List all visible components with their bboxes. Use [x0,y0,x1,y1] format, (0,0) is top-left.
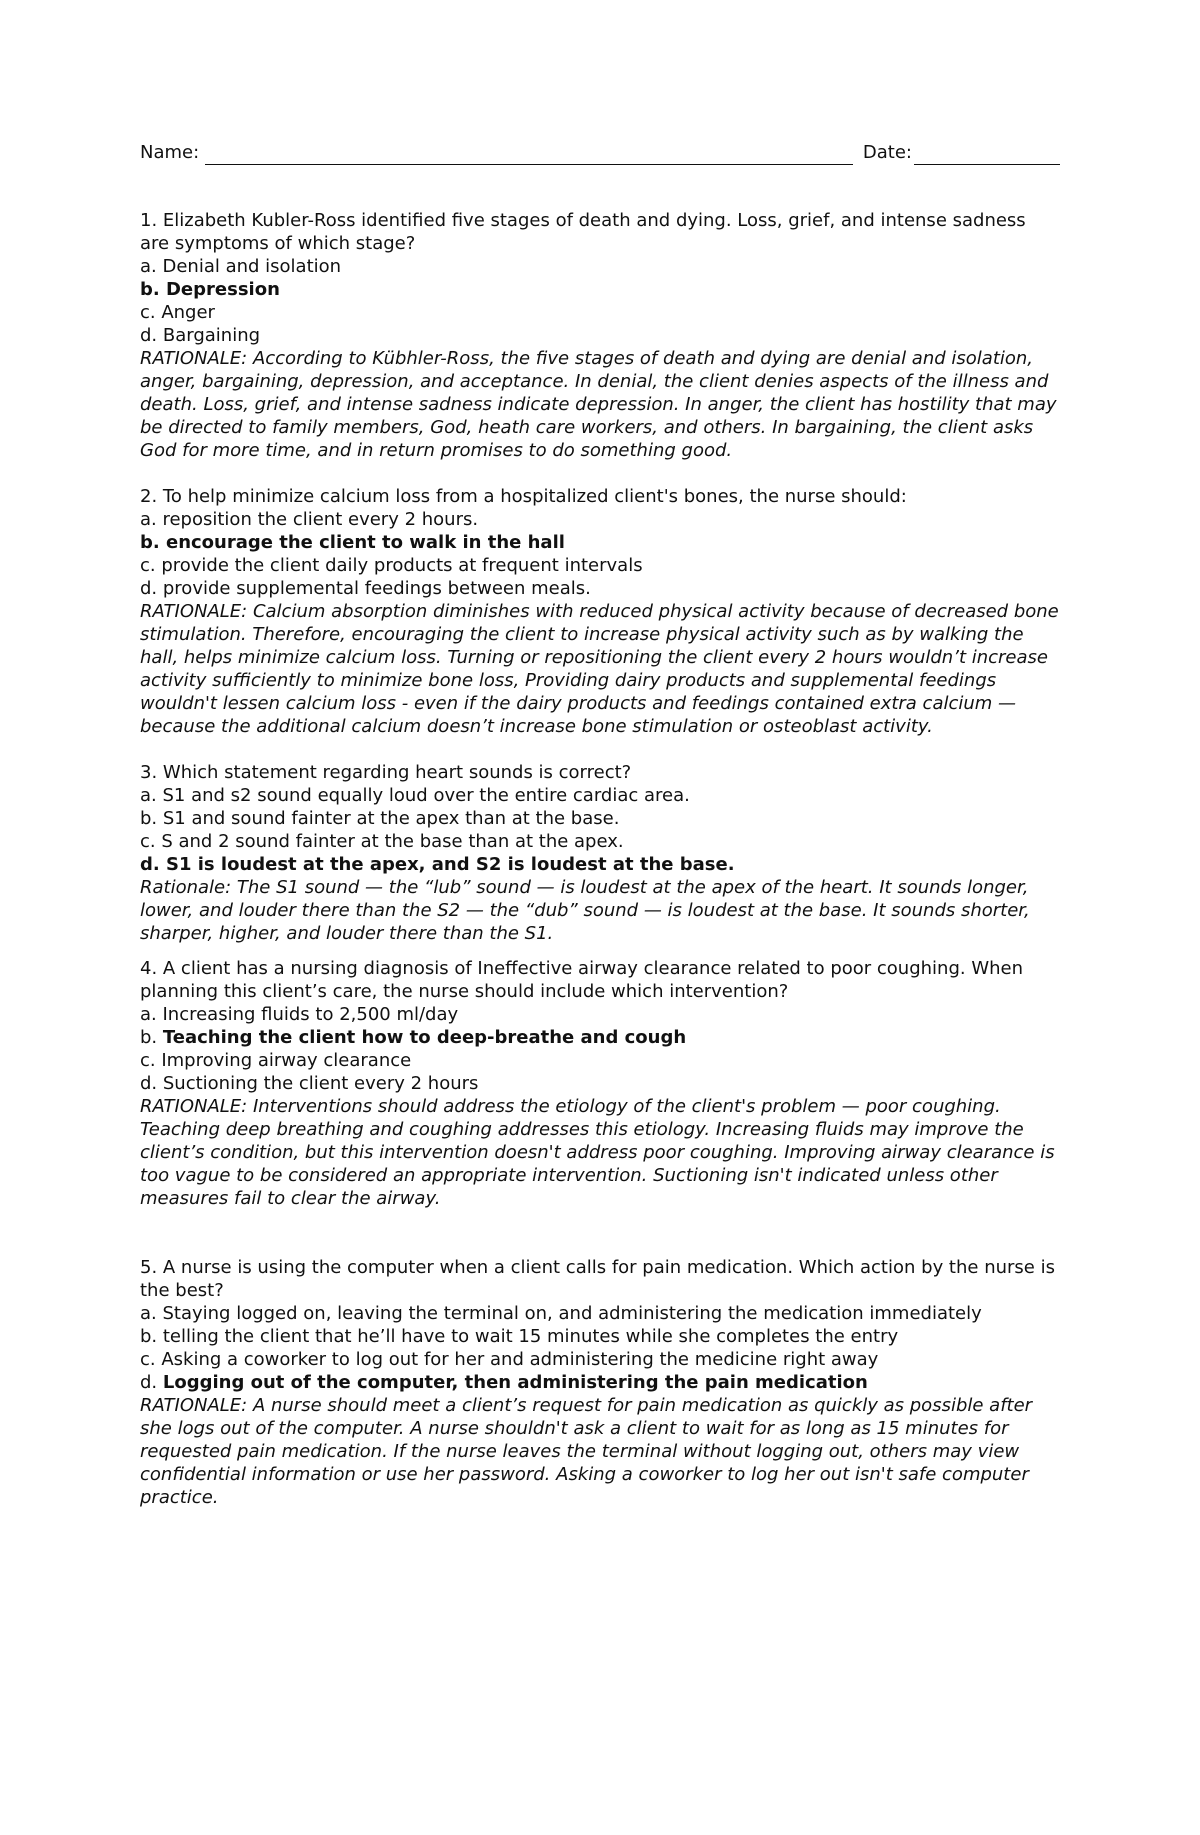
option-d: d. Suctioning the client every 2 hours [140,1073,479,1094]
question-stem: 2. To help minimize calcium loss from a hospitalized client's bones, the nurse should: [140,486,907,507]
spacer [140,1210,1060,1256]
question-5 [140,1256,1060,1509]
option-d-correct [140,1371,1060,1394]
option-b-correct: b. Depression [140,279,280,300]
option-c: c. Improving airway clearance [140,1050,412,1071]
option-c: c. Anger [140,302,215,323]
option-d-correct: d. S1 is loudest at the apex, and S2 is loudest at the base. [140,854,735,875]
option-d: d. provide supplemental feedings between meals. [140,578,591,599]
option-d: d. Bargaining [140,325,261,346]
option-b: b. telling the client that he’ll have to wait 15 minutes while she completes the entry [140,1326,899,1347]
question-4 [140,957,1060,1210]
option-a: a. Denial and isolation [140,256,342,277]
option-text-bold: Teaching the client how to deep-breathe and cough [162,1027,687,1048]
rationale: RATIONALE: Calcium absorption diminishes with reduced physical activity because of decreased bone stimulation. Therefore, encouraging the client to increase physical activity such as by walking the hall, helps minimize calcium loss. Turning or repositioning the client every 2 hours wouldn’t increase activity sufficiently to minimize bone loss, Providing dairy products and supplemental feedings wouldn't lessen calcium loss - even if the dairy products and feedings contained extra calcium — because the additional calcium doesn’t increase bone stimulation or osteoblast activity. [140,601,1059,737]
spacer [140,945,1060,957]
option-a: a. Increasing fluids to 2,500 ml/day [140,1004,459,1025]
date-blank-line [914,144,1060,165]
question-stem: 4. A client has a nursing diagnosis of Ineffective airway clearance related to poor coughing. When planning this client’s care, the nurse should include which intervention? [140,958,1024,1002]
name-label: Name: [140,142,200,163]
option-c: c. S and 2 sound fainter at the base than at the apex. [140,831,624,852]
option-b: b. S1 and sound fainter at the apex than at the base. [140,808,620,829]
question-1 [140,209,1060,462]
rationale: RATIONALE: A nurse should meet a client’s request for pain medication as quickly as possible after she logs out of the computer. A nurse shouldn't ask a client to wait for as long as 15 minutes for requested pain medication. If the nurse leaves the terminal without logging out, others may view confidential information or use her password. Asking a coworker to log her out isn't safe computer practice. [140,1395,1033,1508]
rationale: RATIONALE: Interventions should address the etiology of the client's problem — poor coughing. Teaching deep breathing and coughing addresses this etiology. Increasing fluids may improve the client’s condition, but this intervention doesn't address poor coughing. Improving airway clearance is too vague to be considered an appropriate intervention. Suctioning isn't indicated unless other measures fail to clear the airway. [140,1096,1055,1209]
spacer [140,462,1060,485]
name-blank-line [205,144,853,165]
option-b-correct [140,1026,1060,1049]
question-stem: 5. A nurse is using the computer when a client calls for pain medication. Which action by the nurse is the best? [140,1257,1055,1301]
option-text-bold: Logging out of the computer, then administering the pain medication [162,1372,868,1393]
spacer [140,738,1060,761]
date-label: Date: [862,142,912,163]
question-stem: 1. Elizabeth Kubler-Ross identified five stages of death and dying. Loss, grief, and intense sadness are symptoms of which stage? [140,210,1026,254]
rationale: RATIONALE: According to Kübhler-Ross, the five stages of death and dying are denial and isolation, anger, bargaining, depression, and acceptance. In denial, the client denies aspects of the illness and death. Loss, grief, and intense sadness indicate depression. In anger, the client has hostility that may be directed to family members, God, heath care workers, and others. In bargaining, the client asks God for more time, and in return promises to do something good. [140,348,1057,461]
option-a: a. reposition the client every 2 hours. [140,509,479,530]
question-3 [140,761,1060,945]
option-a: a. Staying logged on, leaving the terminal on, and administering the medication immediately [140,1303,982,1324]
option-b-correct: b. encourage the client to walk in the hall [140,532,565,553]
question-stem: 3. Which statement regarding heart sounds is correct? [140,762,632,783]
question-2 [140,485,1060,738]
option-a: a. S1 and s2 sound equally loud over the entire cardiac area. [140,785,690,806]
option-letter: b. [140,1027,163,1048]
rationale: Rationale: The S1 sound — the “lub” sound — is loudest at the apex of the heart. It sounds longer, lower, and louder there than the S2 — the “dub” sound — is loudest at the base. It sounds shorter, sharper, higher, and louder there than the S1. [140,877,1030,944]
option-c: c. provide the client daily products at frequent intervals [140,555,643,576]
option-letter: d. [140,1372,163,1393]
option-c: c. Asking a coworker to log out for her and administering the medicine right away [140,1349,879,1370]
name-date-line [140,141,1060,165]
